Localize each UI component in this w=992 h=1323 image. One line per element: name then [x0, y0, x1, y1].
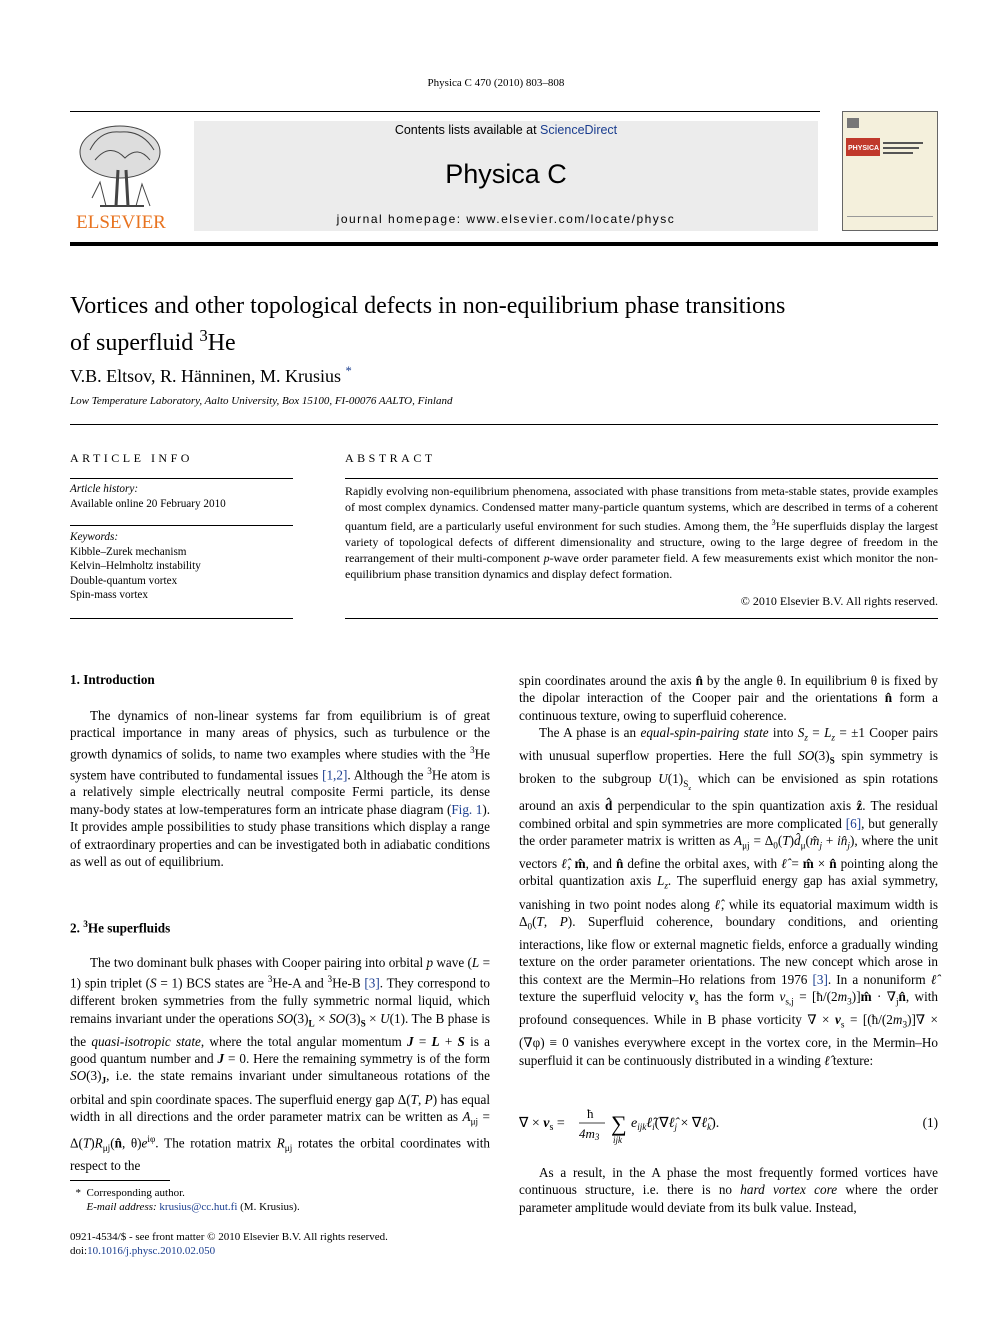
article-info-heading: ARTICLE INFO [70, 451, 193, 465]
header-top-rule [70, 111, 820, 112]
he-heading-sup: 3 [83, 919, 88, 929]
corresponding-author-note [70, 1186, 300, 1200]
title-superscript: 3 [199, 326, 208, 345]
equation-number: (1) [922, 1115, 938, 1130]
paragraph: The two dominant bulk phases with Cooper pairing into orbital p wave (L = 1) spin triplet (S = 1) BCS states are $^3$He-A and $^3$He-B [3]. They correspond to different broken symmetries from the fully symmetric normal liquid, which remains invariant under the operations $SO(3)_L \times SO(3)_S \times U(1)$. The B phase is the quasi-isotropic state, where the total angular momentum J = L + S is a good quantum number and J = 0. Here the remaining symmetry is of the form $SO(3)_J$, i.e. the state remains invariant under simultaneous rotations of the orbital and spin coordinate spaces. The superfluid energy gap Δ(T, P) has equal width in all directions and the order parameter matrix can be written as $A_{\mu j}$ = $\Delta(T)R_{\mu j}(n̂$, $\theta)e^{i\varphi}$. The rotation matrix $R_{\mu j}$ rotates the orbital coordinates with respect to the [70, 955, 491, 1174]
article-history [70, 482, 226, 512]
article-info-rule [70, 478, 293, 479]
authors-text: V.B. Eltsov, R. Hänninen, M. Krusius [70, 366, 342, 386]
doi-link[interactable]: 10.1016/j.physc.2010.02.050 [87, 1245, 216, 1257]
title-line-1: Vortices and other topological defects in non-equilibrium phase transitions [70, 293, 786, 319]
right-column-body [519, 672, 938, 1069]
abstract-italic-p: p [543, 551, 550, 565]
footnote-mark: * [75, 1187, 81, 1199]
citation-link[interactable]: [3] [364, 975, 380, 991]
email-note [70, 1200, 300, 1214]
author-list [70, 364, 352, 387]
abstract-part-3: -wave order parameter field. A few measurements exist which monitor the non-equilibrium phase transition dynamics and display defect formation. [345, 551, 938, 581]
section-heading-introduction: 1. Introduction [70, 672, 155, 687]
svg-text:ELSEVIER: ELSEVIER [76, 212, 166, 232]
journal-homepage[interactable]: journal homepage: www.elsevier.com/locate/physc [336, 212, 676, 226]
journal-reference: Physica C 470 (2010) 803–808 [427, 77, 565, 89]
footnote [70, 1186, 300, 1214]
paragraph: spin coordinates around the axis n̂ by the angle θ. In equilibrium θ is fixed by the dipolar interaction of the Cooper pair and the orientations n̂ form a continuous texture, owing to superfluid coherence. [519, 673, 938, 723]
keywords-label: Keywords: [70, 531, 119, 543]
affiliation-rule [70, 424, 938, 425]
citation-link[interactable]: [6] [845, 815, 862, 831]
svg-text:ijk: ijk [613, 1135, 622, 1145]
keywords-block [70, 530, 201, 603]
corresponding-text: Corresponding author. [86, 1187, 185, 1199]
svg-text:4m3: 4m3 [579, 1126, 600, 1142]
abstract-text [345, 483, 938, 582]
citation-link[interactable]: [1,2] [322, 767, 348, 782]
citation-link[interactable]: [3] [812, 971, 828, 987]
email-owner: (M. Krusius). [240, 1201, 300, 1213]
title-line-2: of superfluid [70, 330, 200, 356]
title-end: He [207, 330, 236, 356]
email-link[interactable]: krusius@cc.hut.fi [159, 1201, 238, 1213]
paragraph: As a result, in the A phase the most frequently formed vortices have continuous structure, i.e. there is no hard vortex core where the order parameter amplitude would deviate from its bulk value. Instead, [519, 1165, 938, 1215]
he-heading-text: He superfluids [87, 920, 171, 936]
footnote-rule [70, 1180, 170, 1181]
corresponding-author-mark[interactable]: * [345, 364, 352, 378]
equation-1 [519, 1105, 938, 1145]
right-column-body-continued [519, 1164, 938, 1216]
abstract-part-2: He superfluids display the largest variety of topological defects of different dimensionality and structure, owing to the large degree of freedom in the rearrangement of their multi-component [345, 519, 938, 565]
elsevier-logo [70, 120, 172, 232]
he-heading-number: 2. [70, 920, 84, 936]
journal-header-band [194, 121, 818, 231]
contents-prefix: Contents lists available at [394, 123, 541, 137]
abstract-part-1: Rapidly evolving non-equilibrium phenomena, associated with phase transitions from meta-stable states, provide examples of most complex dynamics. Condensed matter many-particle quantum systems, which are described in terms of a coherent quantum field, are a particularly useful environment for such studies. Among them, the [345, 484, 938, 533]
introduction-body [70, 707, 490, 870]
paragraph: The A phase is an equal-spin-pairing state into $S_z = L_z = \pm 1$ Cooper pairs with unusual superflow properties. Here the full $SO(3)_S$ spin symmetry is broken to the subgroup $U(1)_{S_z}$ which can be envisioned as spin rotations around an axis d̂ perpendicular to the spin quantization axis ẑ. The residual combined orbital and spin symmetries are more complicated [6], but generally the order parameter matrix is written as $A_{\mu j}$ = $\Delta_0(T)d̂_\mu(m̂_j$ + $in̂_j$), where the unit vectors ℓ̂, m̂, and n̂ define the orbital axes, with ℓ̂ = m̂ × n̂ pointing along the orbital quantization axis $L_z$. The superfluid energy gap has axial symmetry, vanishing in two point nodes along ℓ̂, while its equatorial maximum width is $\Delta_0(T$, P). Superfluid coherence, boundary conditions, and orienting interactions, like flow or external magnetic fields, enforce a gradually winding texture on the order parameter orientations. The new concept which arose in this context are the Mermin–Ho relations from 1976 [3]. In a nonuniform ℓ̂ texture the superfluid velocity $v_s$ has the form $v_{s,j}$ = $[ħ/(2m_3)]m̂$ · $\nabla_jn̂$, with profound consequences. While in B phase vorticity ∇ × $v_s$ = [$(ħ/(2m_3)]\nabla \times (\nabla\varphi) \equiv 0$ vanishes everywhere except in the vortex core, in the Mermin–Ho superfluid it can be continuously distributed in a winding ℓ̂ texture: [519, 725, 939, 1068]
elsevier-tree-icon [70, 120, 172, 232]
affiliation: Low Temperature Laboratory, Aalto University, Box 15100, FI-00076 AALTO, Finland [70, 395, 453, 407]
publication-info [70, 1230, 388, 1258]
issn-line: 0921-4534/$ - see front matter © 2010 Elsevier B.V. All rights reserved. [70, 1231, 388, 1243]
article-info-bottom-rule [70, 618, 293, 619]
paragraph: The dynamics of non-linear systems far from equilibrium is of great practical importance in many areas of physics, such as turbulence or the growth dynamics of solids, to name two examples where studies with the $^3$He system have contributed to fundamental issues [1,2]. Although the $^3$He atom is a relatively simple electrically neutral composite Fermi particle, its dense many-body states at low-temperatures form an intricate phase diagram (Fig. 1). It provides ample possibilities to study phase transitions which display a range of extraordinary properties and can be investigated both in adiabatic conditions as well as out of equilibrium. [70, 708, 491, 870]
journal-cover-thumbnail [842, 111, 938, 231]
history-value: Available online 20 February 2010 [70, 498, 226, 510]
article-title [70, 292, 910, 358]
abstract-heading: ABSTRACT [345, 451, 436, 465]
keyword-item: Kelvin–Helmholtz instability [70, 560, 201, 572]
keyword-item: Spin-mass vortex [70, 589, 148, 601]
keywords-rule [70, 525, 293, 526]
email-label: E-mail address: [86, 1201, 157, 1213]
header-bottom-rule [70, 242, 938, 246]
doi-label: doi: [70, 1245, 88, 1257]
abstract-rule [345, 478, 938, 479]
keyword-item: Double-quantum vortex [70, 574, 178, 587]
section-heading-he3 [70, 919, 170, 936]
history-label: Article history: [70, 483, 139, 495]
svg-text:PHYSICA: PHYSICA [848, 145, 880, 152]
figure-link[interactable]: Fig. 1 [451, 801, 483, 817]
journal-name: Physica C [445, 159, 567, 189]
abstract-copyright: © 2010 Elsevier B.V. All rights reserved. [740, 594, 938, 608]
keyword-item: Kibble–Zurek mechanism [70, 545, 187, 558]
svg-text:∑: ∑ [611, 1111, 627, 1136]
equation-formula [519, 1105, 899, 1145]
sciencedirect-link[interactable]: ScienceDirect [540, 123, 618, 137]
svg-text:ħ: ħ [587, 1106, 594, 1121]
he3-section-body [70, 954, 490, 1175]
svg-text:∇ × vs =: ∇ × $v_s$ = [519, 1116, 565, 1133]
abstract-bottom-rule [345, 618, 938, 619]
svg-text:eijkℓ̂i(∇ℓ̂j × ∇ℓ̂k).: $e_{ijk}\ell̂_i(\nabla\ell̂_j$ × $\nabla\ell̂_k$). [631, 1116, 720, 1132]
cover-image-icon [843, 112, 937, 230]
contents-availability [194, 123, 818, 137]
doi-line [70, 1244, 388, 1258]
abstract-superscript: 3 [771, 518, 776, 527]
